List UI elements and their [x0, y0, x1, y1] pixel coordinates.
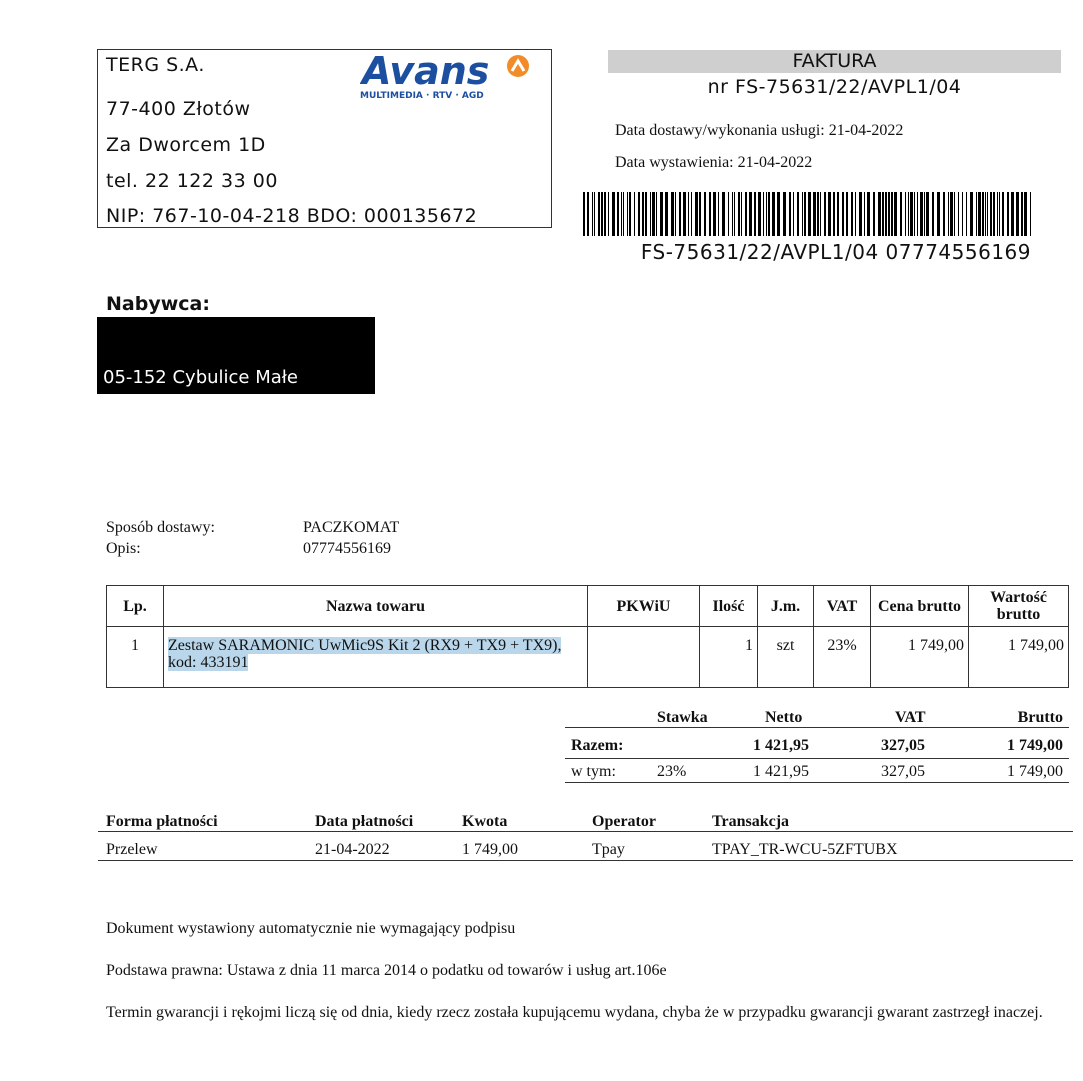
- delivery-desc-label: Opis:: [106, 540, 141, 557]
- summary-total-vat: 327,05: [881, 737, 925, 754]
- summary-incl-gross: 1 749,00: [1007, 763, 1063, 780]
- item-value: 1 749,00: [969, 627, 1069, 688]
- col-price: Cena brutto: [871, 586, 969, 627]
- item-lp: 1: [107, 627, 164, 688]
- delivery-date: Data dostawy/wykonania usługi: 21-04-2022: [615, 122, 904, 139]
- pay-date-header: Data płatności: [315, 813, 414, 830]
- delivery-method-value: PACZKOMAT: [303, 519, 400, 536]
- item-qty: 1: [700, 627, 758, 688]
- avans-logo: [360, 50, 540, 102]
- pay-transaction-header: Transakcja: [712, 813, 790, 830]
- summary-gross-header: Brutto: [1017, 709, 1063, 726]
- logo-word: Avans: [362, 50, 490, 93]
- buyer-label: Nabywca:: [106, 293, 210, 315]
- seller-phone: tel. 22 122 33 00: [106, 170, 278, 192]
- seller-city: 77-400 Złotów: [106, 98, 251, 120]
- item-pkwiu: [588, 627, 700, 688]
- pay-form: Przelew: [106, 841, 158, 858]
- summary-total-net: 1 421,95: [753, 737, 809, 754]
- footer-legal-basis: Podstawa prawna: Ustawa z dnia 11 marca 2014 o podatku od towarów i usług art.106e: [106, 962, 667, 979]
- footer-warranty: Termin gwarancji i rękojmi liczą się od dnia, kiedy rzecz została kupującemu wydana, chyba że w przypadku gwarancji gwarant zastrzegł inaczej.: [106, 1004, 1043, 1021]
- items-header-row: [107, 586, 1069, 627]
- summary-total-label: Razem:: [571, 737, 624, 754]
- pay-operator: Tpay: [592, 841, 625, 858]
- issue-date: Data wystawienia: 21-04-2022: [615, 154, 813, 171]
- summary-incl-rate: 23%: [657, 763, 687, 780]
- barcode: [583, 192, 1031, 236]
- seller-ids: NIP: 767-10-04-218 BDO: 000135672: [106, 205, 478, 227]
- footer-auto-note: Dokument wystawiony automatycznie nie wymagający podpisu: [106, 920, 516, 937]
- col-name: Nazwa towaru: [164, 586, 588, 627]
- pay-amount: 1 749,00: [462, 841, 518, 858]
- seller-name: TERG S.A.: [106, 54, 205, 76]
- item-unit: szt: [758, 627, 814, 688]
- seller-street: Za Dworcem 1D: [106, 134, 266, 156]
- col-pkwiu: PKWiU: [588, 586, 700, 627]
- item-name: Zestaw SARAMONIC UwMic9S Kit 2 (RX9 + TX9 + TX9), kod: 433191: [168, 637, 562, 671]
- summary-incl-net: 1 421,95: [753, 763, 809, 780]
- col-qty: Ilość: [700, 586, 758, 627]
- item-vat: 23%: [814, 627, 871, 688]
- col-unit: J.m.: [758, 586, 814, 627]
- summary-incl-vat: 327,05: [881, 763, 925, 780]
- item-price: 1 749,00: [871, 627, 969, 688]
- summary-vat-header: VAT: [895, 709, 926, 726]
- barcode-text: FS-75631/22/AVPL1/04 07774556169: [640, 240, 1031, 264]
- items-table: [106, 585, 1069, 688]
- pay-operator-header: Operator: [592, 813, 656, 830]
- logo-tagline: MULTIMEDIA · RTV · AGD: [360, 91, 484, 101]
- summary-total-gross: 1 749,00: [1007, 737, 1063, 754]
- col-value: Wartość brutto: [969, 586, 1069, 627]
- pay-date: 21-04-2022: [315, 841, 390, 858]
- buyer-address: 05-152 Cybulice Małe: [103, 367, 298, 388]
- pay-transaction: TPAY_TR-WCU-5ZFTUBX: [712, 841, 898, 858]
- summary-incl-label: w tym:: [571, 763, 616, 780]
- seller-box: [97, 49, 552, 228]
- summary-net-header: Netto: [765, 709, 803, 726]
- delivery-desc-value: 07774556169: [303, 540, 391, 557]
- col-vat: VAT: [814, 586, 871, 627]
- pay-form-header: Forma płatności: [106, 813, 218, 830]
- invoice-title: FAKTURA: [608, 50, 1061, 73]
- summary-total-row: [565, 735, 1069, 759]
- pay-amount-header: Kwota: [462, 813, 508, 830]
- col-lp: Lp.: [107, 586, 164, 627]
- summary-rate-header: Stawka: [657, 709, 708, 726]
- buyer-redacted-block: [97, 317, 375, 394]
- table-row: [107, 627, 1069, 688]
- invoice-number: nr FS-75631/22/AVPL1/04: [707, 76, 962, 98]
- delivery-method-label: Sposób dostawy:: [106, 519, 215, 536]
